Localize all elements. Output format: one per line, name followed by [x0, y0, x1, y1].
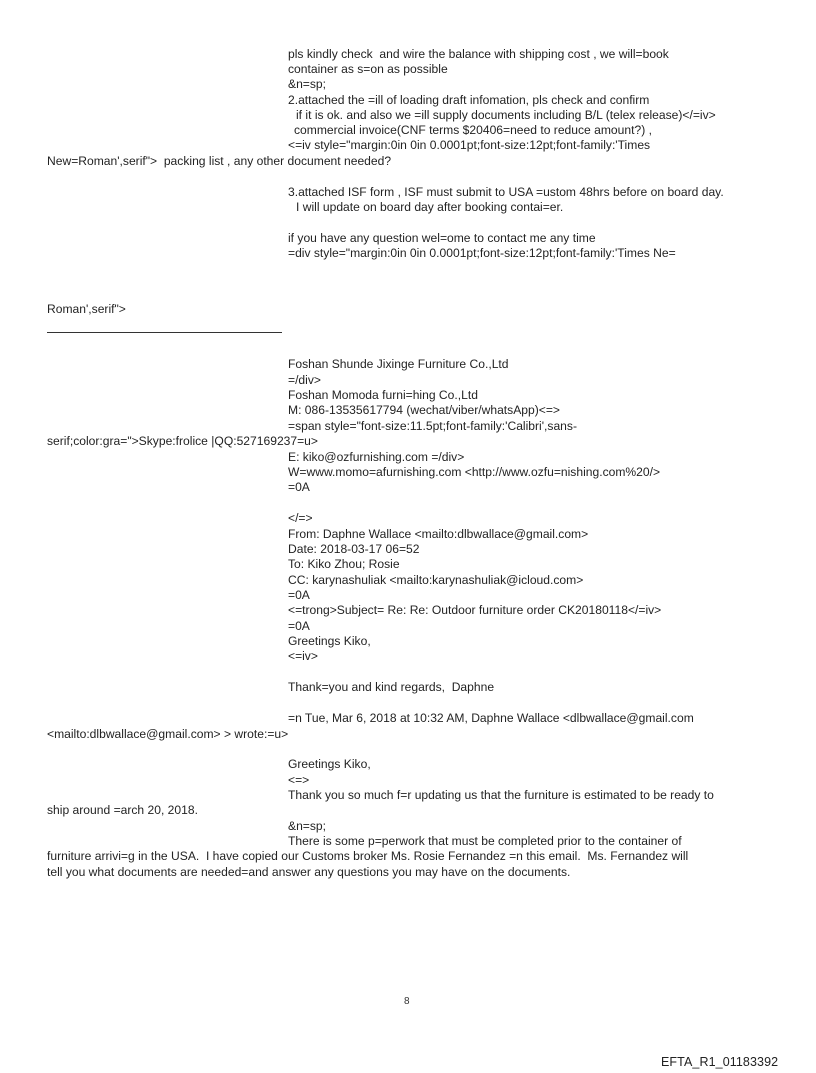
email-text-line: Thank you so much f=r updating us that the furniture is estimated to be ready to: [288, 788, 714, 802]
email-text-line: I will update on board day after booking contai=er.: [296, 200, 564, 214]
page-number: 8: [404, 996, 410, 1007]
email-text-line: commercial invoice(CNF terms $20406=need to reduce amount?) ,: [294, 123, 652, 137]
email-text-line: ship around =arch 20, 2018.: [47, 803, 198, 817]
email-text-line: 2.attached the =ill of loading draft infomation, pls check and confirm: [288, 93, 650, 107]
email-quote-header: =n Tue, Mar 6, 2018 at 10:32 AM, Daphne Wallace <dlbwallace@gmail.com: [288, 711, 694, 725]
email-header-from: From: Daphne Wallace <mailto:dlbwallace@gmail.com>: [288, 527, 589, 541]
email-text-line: pls kindly check and wire the balance with shipping cost , we will=book: [288, 47, 669, 61]
email-header-to: To: Kiko Zhou; Rosie: [288, 557, 400, 571]
signature-line: =0A: [288, 480, 310, 494]
email-text-line: &n=sp;: [288, 819, 326, 833]
email-text-line: Roman',serif">: [47, 302, 126, 316]
bates-number: EFTA_R1_01183392: [661, 1055, 779, 1069]
email-text-line: There is some p=perwork that must be completed prior to the container of: [288, 834, 682, 848]
email-text-line: <=iv>: [288, 649, 318, 663]
email-text-line: 3.attached ISF form , ISF must submit to USA =ustom 48hrs before on board day.: [288, 185, 724, 199]
signature-line: M: 086-13535617794 (wechat/viber/whatsApp)<=>: [288, 403, 560, 417]
email-quote-header: <mailto:dlbwallace@gmail.com> > wrote:=u>: [47, 727, 289, 741]
email-text-line: <=>: [288, 773, 310, 787]
email-text-line: container as s=on as possible: [288, 62, 448, 76]
email-text-line: =div style="margin:0in 0in 0.0001pt;font-size:12pt;font-family:'Times Ne=: [288, 246, 676, 260]
signature-line: E: kiko@ozfurnishing.com =/div>: [288, 450, 465, 464]
email-greeting: Greetings Kiko,: [288, 634, 371, 648]
signature-line: serif;color:gra=">Skype:frolice |QQ:527169237=u>: [47, 434, 318, 448]
email-closing: Thank=you and kind regards, Daphne: [288, 680, 495, 694]
email-text-line: =0A: [288, 619, 310, 633]
signature-line: =/div>: [288, 373, 321, 387]
signature-line: W=www.momo=afurnishing.com <http://www.ozfu=nishing.com%20/>: [288, 465, 661, 479]
email-header-date: Date: 2018-03-17 06=52: [288, 542, 420, 556]
email-text-line: New=Roman',serif"> packing list , any other document needed?: [47, 154, 392, 168]
email-text-line: <=iv style="margin:0in 0in 0.0001pt;font-size:12pt;font-family:'Times: [288, 138, 651, 152]
email-greeting: Greetings Kiko,: [288, 757, 371, 771]
email-text-line: if it is ok. and also we =ill supply documents including B/L (telex release)</=iv>: [296, 108, 716, 122]
email-header-line: </=>: [288, 511, 313, 525]
email-text-line: if you have any question wel=ome to contact me any time: [288, 231, 596, 245]
email-header-line: =0A: [288, 588, 310, 602]
signature-line: Foshan Momoda furni=hing Co.,Ltd: [288, 388, 478, 402]
signature-line: Foshan Shunde Jixinge Furniture Co.,Ltd: [288, 357, 509, 371]
email-header-cc: CC: karynashuliak <mailto:karynashuliak@icloud.com>: [288, 573, 584, 587]
signature-divider: [47, 332, 282, 333]
email-text-line: &n=sp;: [288, 77, 326, 91]
signature-line: =span style="font-size:11.5pt;font-family:'Calibri',sans-: [288, 419, 577, 433]
email-text-line: furniture arrivi=g in the USA. I have copied our Customs broker Ms. Rosie Fernandez =n this email. Ms. Fernandez will: [47, 849, 689, 863]
email-header-subject: <=trong>Subject= Re: Re: Outdoor furniture order CK20180118</=iv>: [288, 603, 662, 617]
email-text-line: tell you what documents are needed=and answer any questions you may have on the documents.: [47, 865, 571, 879]
